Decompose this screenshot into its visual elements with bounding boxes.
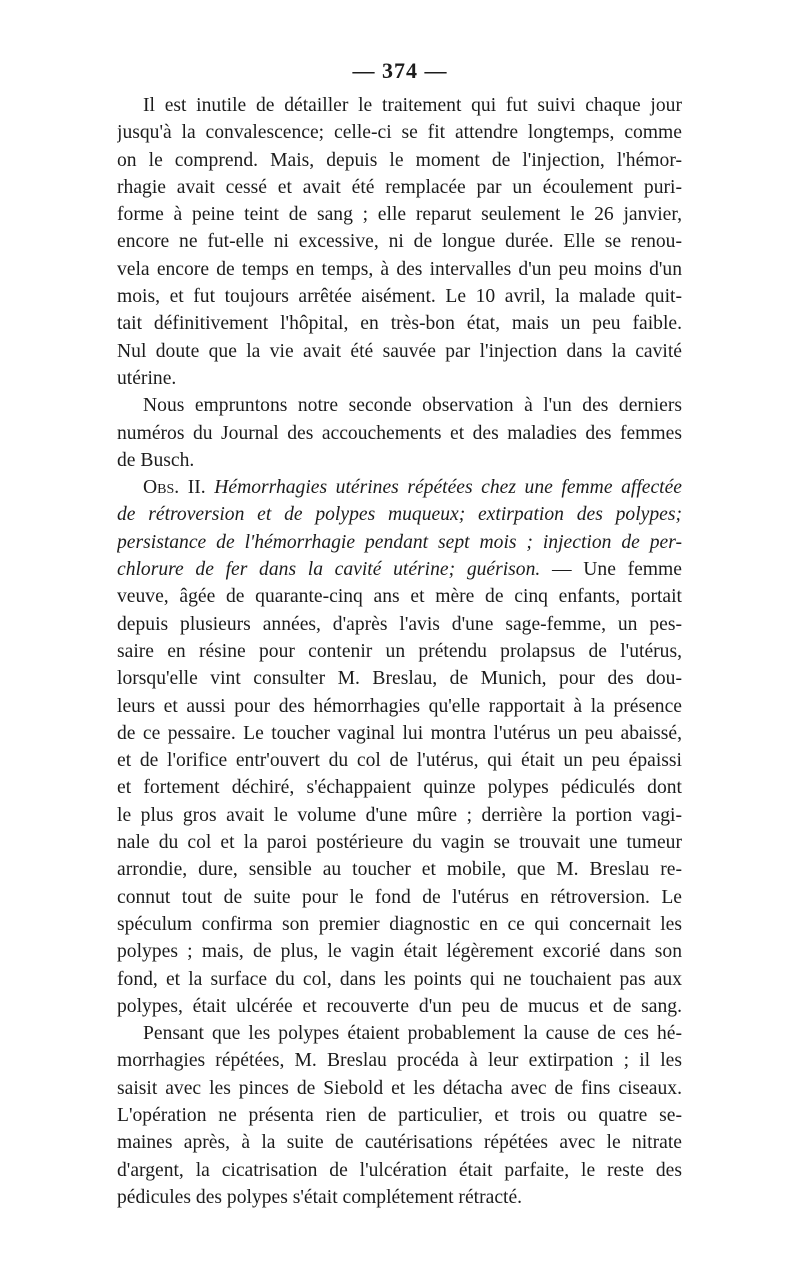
- text-line: leurs et aussi pour des hémorrhagies qu'elle rapportait à la présence: [117, 695, 682, 717]
- observation-title-line: [117, 556, 682, 583]
- obs-text-start: — Une femme: [540, 559, 682, 581]
- text-line: depuis plusieurs années, d'après l'avis d'une sage-femme, un pes-: [117, 613, 682, 635]
- page-number: — 374 —: [352, 58, 448, 83]
- observation-title-line: [117, 474, 682, 501]
- text-line: Nous empruntons notre seconde observation à l'un des derniers: [143, 395, 682, 417]
- text-line: on le comprend. Mais, depuis le moment de l'injection, l'hémor-: [117, 149, 682, 171]
- text-line: vela encore de temps en temps, à des intervalles d'un peu moins d'un: [117, 258, 682, 280]
- text-line: et fortement déchiré, s'échappaient quinze polypes pédiculés dont: [117, 777, 682, 799]
- text-line: forme à peine teint de sang ; elle reparut seulement le 26 janvier,: [117, 204, 682, 226]
- paragraph-1: [117, 92, 682, 392]
- text-line: de ce pessaire. Le toucher vaginal lui montra l'utérus un peu abaissé,: [117, 722, 682, 744]
- paragraph-2: [117, 392, 682, 474]
- text-line: numéros du Journal des accouchements et des maladies des femmes: [117, 422, 682, 444]
- text-line: et de l'orifice entr'ouvert du col de l'utérus, qui était un peu épaissi: [117, 750, 682, 772]
- text-line: spéculum confirma son premier diagnostic en ce qui concernait les: [117, 913, 682, 935]
- observation-title-line: [117, 529, 682, 556]
- text-line: utérine.: [117, 367, 177, 389]
- text-line: mois, et fut toujours arrêtée aisément. Le 10 avril, la malade quit-: [117, 286, 682, 308]
- text-line: saire en résine pour contenir un prétendu prolapsus de l'utérus,: [117, 640, 682, 662]
- text-line: de Busch.: [117, 449, 195, 471]
- text-line: encore ne fut-elle ni excessive, ni de longue durée. Elle se renou-: [117, 231, 682, 253]
- text-line: Nul doute que la vie avait été sauvée par l'injection dans la cavité: [117, 340, 682, 362]
- obs-label: Obs. II.: [143, 477, 206, 499]
- text-line: lorsqu'elle vint consulter M. Breslau, de Munich, pour des dou-: [117, 668, 682, 690]
- obs-title-part: chlorure de fer dans la cavité utérine; guérison.: [117, 559, 541, 581]
- obs-title-part: Hémorrhagies utérines répétées chez une femme affectée: [214, 477, 682, 499]
- text-line: tait définitivement l'hôpital, en très-bon état, mais un peu faible.: [117, 313, 682, 335]
- text-line: pédicules des polypes s'était complétement rétracté.: [117, 1186, 523, 1208]
- text-line: d'argent, la cicatrisation de l'ulcération était parfaite, le reste des: [117, 1159, 682, 1181]
- obs-title-part: persistance de l'hémorrhagie pendant sept mois ; injection de per-: [117, 531, 682, 553]
- text-line: connut tout de suite pour le fond de l'utérus en rétroversion. Le: [117, 886, 682, 908]
- text-line: nale du col et la paroi postérieure du vagin se trouvait une tumeur: [117, 832, 682, 854]
- text-line: veuve, âgée de quarante-cinq ans et mère de cinq enfants, portait: [117, 586, 682, 608]
- paragraph-4: [117, 1020, 682, 1211]
- text-line: Il est inutile de détailler le traitement qui fut suivi chaque jour: [143, 95, 682, 116]
- text-line: saisit avec les pinces de Siebold et les détacha avec de fins ciseaux.: [117, 1077, 682, 1099]
- text-line: arrondie, dure, sensible au toucher et mobile, que M. Breslau re-: [117, 859, 682, 881]
- obs-title-part: de rétroversion et de polypes muqueux; extirpation des polypes;: [117, 504, 682, 526]
- observation-title-line: [117, 501, 682, 528]
- text-line: polypes, était ulcérée et recouverte d'un peu de mucus et de sang.: [117, 995, 682, 1017]
- text-line: L'opération ne présenta rien de particulier, et trois ou quatre se-: [117, 1104, 682, 1126]
- text-line: polypes ; mais, de plus, le vagin était légèrement excorié dans son: [117, 941, 682, 963]
- text-line: le plus gros avait le volume d'une mûre ; derrière la portion vagi-: [117, 804, 682, 826]
- text-line: maines après, à la suite de cautérisations répétées avec le nitrate: [117, 1132, 682, 1154]
- observation-2: [117, 474, 682, 1020]
- body-text: [117, 92, 682, 1211]
- text-line: rhagie avait cessé et avait été remplacée par un écoulement puri-: [117, 176, 682, 198]
- text-line: jusqu'à la convalescence; celle-ci se fit attendre longtemps, comme: [117, 122, 682, 144]
- text-line: morrhagies répétées, M. Breslau procéda à leur extirpation ; il les: [117, 1050, 682, 1072]
- text-line: Pensant que les polypes étaient probablement la cause de ces hé-: [143, 1023, 682, 1045]
- text-line: fond, et la surface du col, dans les points qui ne touchaient pas aux: [117, 968, 682, 990]
